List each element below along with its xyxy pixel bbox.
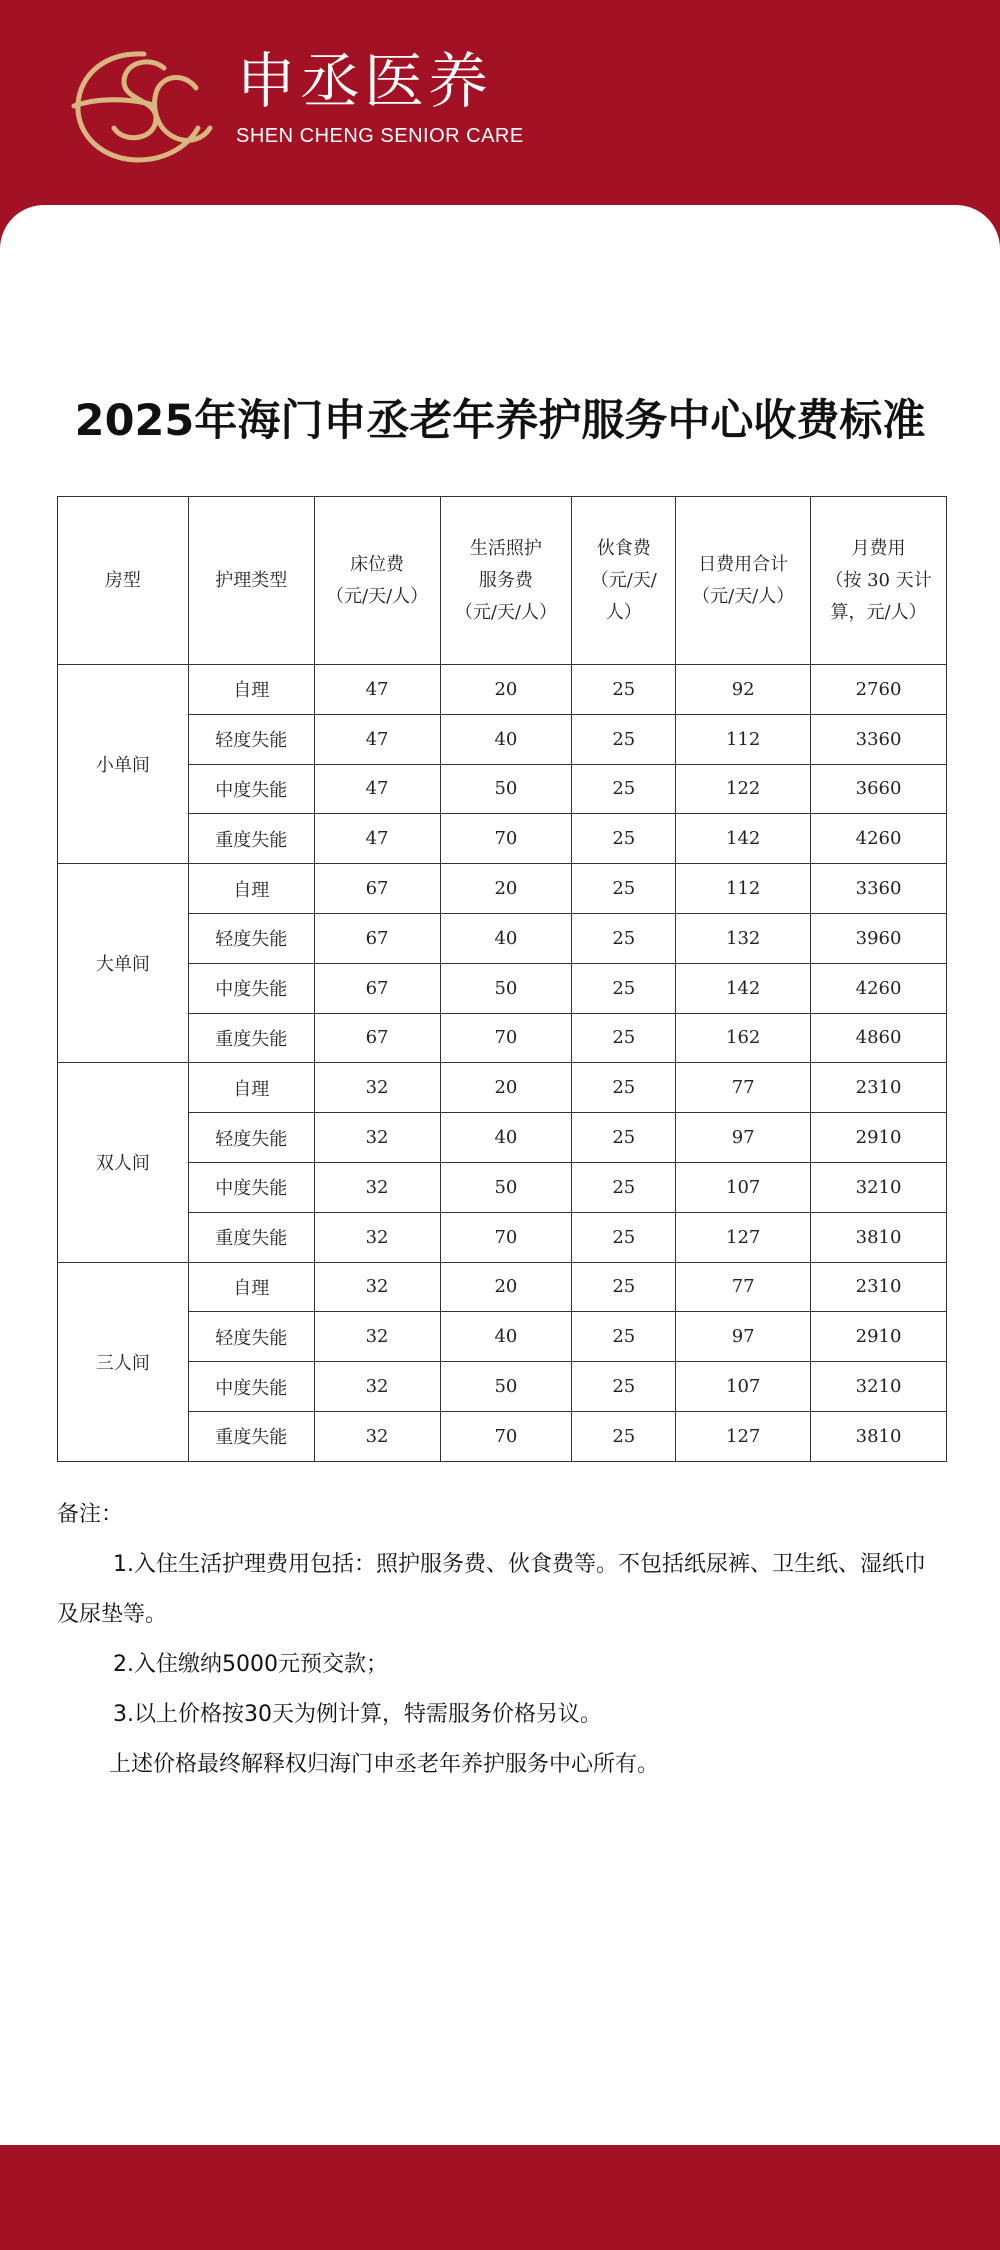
fee-cell: 47 [314,814,440,864]
care-type-cell: 中度失能 [188,963,314,1013]
table-row [58,1312,947,1362]
table-row [58,714,947,764]
fee-cell: 132 [676,913,811,963]
fee-cell: 67 [314,864,440,914]
fee-cell: 107 [676,1162,811,1212]
fee-cell: 2910 [811,1312,947,1362]
care-type-cell: 轻度失能 [188,913,314,963]
fee-cell: 20 [440,665,572,715]
fee-cell: 162 [676,1013,811,1063]
column-header: 护理类型 [188,497,314,665]
fee-cell: 2760 [811,665,947,715]
room-type-cell: 大单间 [58,864,189,1063]
fee-cell: 25 [572,913,676,963]
fee-cell: 107 [676,1362,811,1412]
fee-cell: 25 [572,814,676,864]
fee-cell: 3360 [811,864,947,914]
fee-cell: 25 [572,864,676,914]
fee-cell: 127 [676,1411,811,1461]
note-item: 2.入住缴纳5000元预交款； [113,1652,388,1677]
fee-cell: 4860 [811,1013,947,1063]
fee-cell: 97 [676,1113,811,1163]
care-type-cell: 中度失能 [188,1362,314,1412]
fee-cell: 25 [572,1362,676,1412]
care-type-cell: 自理 [188,665,314,715]
fee-cell: 2310 [811,1262,947,1312]
fee-cell: 97 [676,1312,811,1362]
care-type-cell: 自理 [188,1262,314,1312]
fee-cell: 32 [314,1411,440,1461]
fee-table [57,496,947,1462]
table-row [58,1063,947,1113]
table-row [58,1113,947,1163]
table-row [58,1262,947,1312]
care-type-cell: 重度失能 [188,1411,314,1461]
fee-cell: 50 [440,764,572,814]
fee-cell: 142 [676,963,811,1013]
fee-cell: 3810 [811,1212,947,1262]
fee-cell: 25 [572,1212,676,1262]
fee-cell: 4260 [811,814,947,864]
fee-cell: 25 [572,1312,676,1362]
column-header: 房型 [58,497,189,665]
notes-heading: 备注： [57,1502,124,1527]
table-row [58,764,947,814]
fee-cell: 20 [440,1063,572,1113]
fee-cell: 32 [314,1262,440,1312]
room-type-cell: 三人间 [58,1262,189,1461]
care-type-cell: 自理 [188,1063,314,1113]
table-row [58,864,947,914]
fee-cell: 25 [572,1013,676,1063]
room-type-cell: 双人间 [58,1063,189,1262]
fee-cell: 50 [440,1362,572,1412]
fee-cell: 67 [314,913,440,963]
footer-band [0,2145,1000,2250]
fee-cell: 70 [440,1013,572,1063]
fee-cell: 40 [440,1113,572,1163]
fee-cell: 3210 [811,1162,947,1212]
table-row [58,913,947,963]
care-type-cell: 重度失能 [188,1212,314,1262]
notes-section [57,1490,947,1790]
table-row [58,963,947,1013]
fee-cell: 3360 [811,714,947,764]
column-header: 日费用合计 （元/天/人） [676,497,811,665]
table-row [58,1362,947,1412]
column-header: 生活照护 服务费 （元/天/人） [440,497,572,665]
fee-cell: 70 [440,1212,572,1262]
fee-cell: 47 [314,714,440,764]
note-item: 1.入住生活护理费用包括：照护服务费、伙食费等。不包括纸尿裤、卫生纸、湿纸巾及尿垫等。 [57,1552,926,1627]
fee-cell: 20 [440,1262,572,1312]
fee-cell: 67 [314,1013,440,1063]
fee-cell: 25 [572,1162,676,1212]
fee-cell: 32 [314,1212,440,1262]
page-title: 2025年海门申丞老年养护服务中心收费标准 [74,396,926,446]
table-row [58,1212,947,1262]
fee-cell: 4260 [811,963,947,1013]
fee-cell: 25 [572,764,676,814]
table-row [58,1162,947,1212]
fee-cell: 25 [572,665,676,715]
fee-cell: 25 [572,1113,676,1163]
fee-cell: 142 [676,814,811,864]
fee-cell: 122 [676,764,811,814]
table-row [58,1411,947,1461]
care-type-cell: 轻度失能 [188,714,314,764]
fee-cell: 32 [314,1162,440,1212]
care-type-cell: 自理 [188,864,314,914]
brand-name-en: SHEN CHENG SENIOR CARE [236,125,524,147]
fee-cell: 25 [572,1063,676,1113]
fee-cell: 70 [440,814,572,864]
fee-cell: 127 [676,1212,811,1262]
care-type-cell: 中度失能 [188,764,314,814]
header-banner [0,0,1000,205]
table-row [58,814,947,864]
care-type-cell: 中度失能 [188,1162,314,1212]
care-type-cell: 轻度失能 [188,1312,314,1362]
column-header: 月费用 （按 30 天计 算，元/人） [811,497,947,665]
fee-cell: 3960 [811,913,947,963]
sc-monogram-logo [66,48,216,166]
room-type-cell: 小单间 [58,665,189,864]
fee-cell: 77 [676,1262,811,1312]
fee-cell: 32 [314,1362,440,1412]
fee-cell: 47 [314,665,440,715]
table-row [58,1013,947,1063]
care-type-cell: 重度失能 [188,814,314,864]
fee-cell: 67 [314,963,440,1013]
fee-cell: 20 [440,864,572,914]
fee-cell: 25 [572,1411,676,1461]
care-type-cell: 轻度失能 [188,1113,314,1163]
fee-cell: 112 [676,864,811,914]
fee-cell: 112 [676,714,811,764]
fee-cell: 32 [314,1113,440,1163]
table-body [58,665,947,1462]
fee-cell: 70 [440,1411,572,1461]
note-item: 3.以上价格按30天为例计算，特需服务价格另议。 [113,1702,602,1727]
fee-cell: 3660 [811,764,947,814]
fee-cell: 50 [440,1162,572,1212]
fee-cell: 3210 [811,1362,947,1412]
fee-cell: 77 [676,1063,811,1113]
table-row [58,665,947,715]
fee-cell: 25 [572,714,676,764]
fee-cell: 2910 [811,1113,947,1163]
fee-cell: 92 [676,665,811,715]
fee-cell: 32 [314,1063,440,1113]
care-type-cell: 重度失能 [188,1013,314,1063]
brand-name-cn: 申丞医养 [236,47,492,117]
notes-closing: 上述价格最终解释权归海门申丞老年养护服务中心所有。 [109,1752,660,1777]
fee-cell: 40 [440,714,572,764]
column-header: 伙食费 （元/天/ 人） [572,497,676,665]
fee-cell: 47 [314,764,440,814]
table-header-row [58,497,947,665]
fee-cell: 3810 [811,1411,947,1461]
fee-cell: 32 [314,1312,440,1362]
fee-cell: 25 [572,1262,676,1312]
fee-cell: 50 [440,963,572,1013]
fee-cell: 25 [572,963,676,1013]
column-header: 床位费 （元/天/人） [314,497,440,665]
fee-cell: 40 [440,913,572,963]
fee-cell: 40 [440,1312,572,1362]
fee-cell: 2310 [811,1063,947,1113]
